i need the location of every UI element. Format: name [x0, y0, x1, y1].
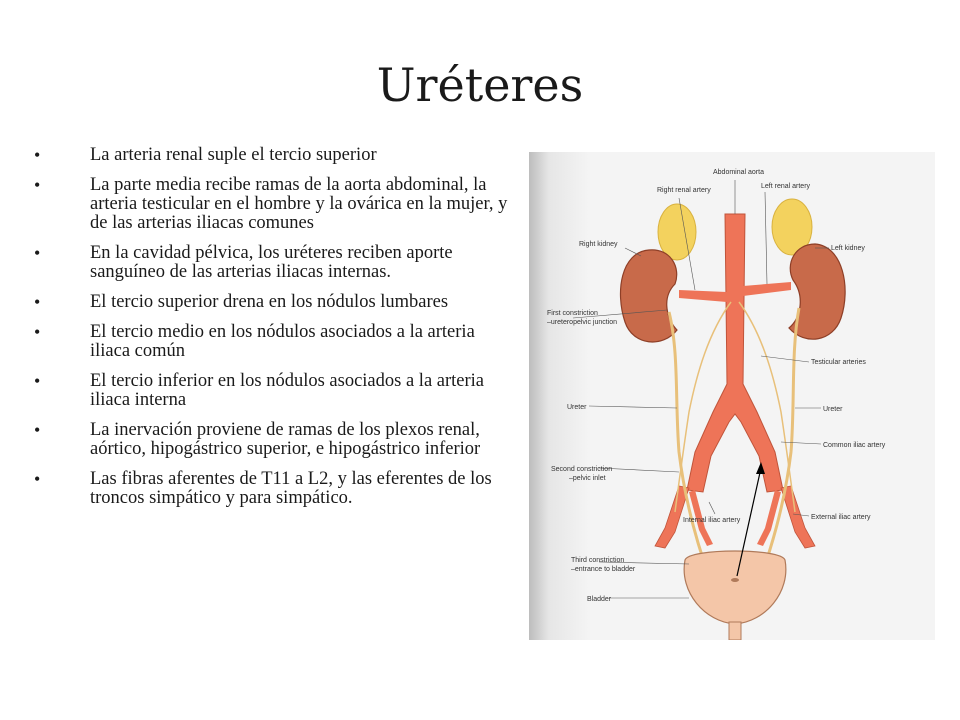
bullet-text: Las fibras aferentes de T11 a L2, y las eferentes de los troncos simpático y para simpático.	[90, 469, 492, 508]
label-second-constriction: Second constriction	[551, 466, 613, 473]
bullet-icon: •	[34, 243, 41, 263]
bullet-text: El tercio inferior en los nódulos asociados a la arteria iliaca interna	[90, 371, 485, 410]
bullet-item	[34, 372, 516, 410]
bullet-text: En la cavidad pélvica, los uréteres reciben aporte sanguíneo de las arterias iliacas internas.	[90, 243, 453, 282]
bullet-item	[34, 323, 516, 361]
urinary-anatomy-figure	[529, 152, 935, 640]
bullet-text: La arteria renal suple el tercio superior	[90, 145, 377, 165]
label-ureter-left: Ureter	[567, 404, 587, 411]
label-third-constriction-detail: –entrance to bladder	[571, 566, 636, 573]
right-adrenal-gland	[658, 204, 696, 260]
label-external-iliac-artery: External iliac artery	[811, 514, 871, 521]
bullet-item	[34, 470, 516, 508]
bullet-icon: •	[34, 145, 41, 165]
urethra-shape	[729, 622, 741, 640]
label-right-kidney: Right kidney	[579, 241, 618, 248]
label-abdominal-aorta: Abdominal aorta	[713, 169, 764, 176]
label-right-renal-artery: Right renal artery	[657, 187, 711, 194]
bullet-icon: •	[34, 175, 41, 195]
label-testicular-arteries: Testicular arteries	[811, 359, 866, 366]
bullet-icon: •	[34, 371, 41, 391]
label-left-kidney: Left kidney	[831, 245, 865, 252]
bullet-item	[34, 421, 516, 459]
bullet-list	[34, 146, 516, 519]
right-kidney-shape	[620, 250, 677, 342]
bullet-item	[34, 244, 516, 282]
left-renal-artery-shape	[743, 282, 791, 296]
label-bladder: Bladder	[587, 596, 612, 603]
bladder-shape	[684, 551, 786, 624]
bullet-icon: •	[34, 420, 41, 440]
label-common-iliac-artery: Common iliac artery	[823, 442, 886, 449]
bullet-icon: •	[34, 469, 41, 489]
bullet-icon: •	[34, 292, 41, 312]
bullet-text: La inervación proviene de ramas de los plexos renal, aórtico, hipogástrico superior, e hipogástrico inferior	[90, 420, 481, 459]
left-iliac-branch	[781, 486, 815, 548]
label-ureter-right: Ureter	[823, 406, 843, 413]
ureteric-orifice	[731, 578, 739, 582]
bullet-item	[34, 146, 516, 165]
label-third-constriction: Third constriction	[571, 557, 625, 564]
bullet-text: El tercio medio en los nódulos asociados a la arteria iliaca común	[90, 322, 475, 361]
label-internal-iliac-artery: Internal iliac artery	[683, 517, 741, 524]
bullet-text: La parte media recibe ramas de la aorta abdominal, la arteria testicular en el hombre y la ovárica en la mujer, y de las arterias iliacas comunes	[90, 175, 508, 233]
label-first-constriction-detail: –ureteropelvic junction	[547, 319, 618, 326]
slide-title: Uréteres	[376, 58, 584, 112]
right-renal-artery-shape	[679, 290, 727, 302]
label-first-constriction: First constriction	[547, 310, 598, 317]
bullet-item	[34, 176, 516, 233]
bullet-text: El tercio superior drena en los nódulos lumbares	[90, 292, 449, 312]
label-left-renal-artery: Left renal artery	[761, 183, 811, 190]
bullet-icon: •	[34, 322, 41, 342]
bullet-item	[34, 293, 516, 312]
label-second-constriction-detail: –pelvic inlet	[569, 475, 606, 482]
anatomy-illustration	[529, 152, 935, 640]
abdominal-aorta-shape	[687, 214, 783, 492]
